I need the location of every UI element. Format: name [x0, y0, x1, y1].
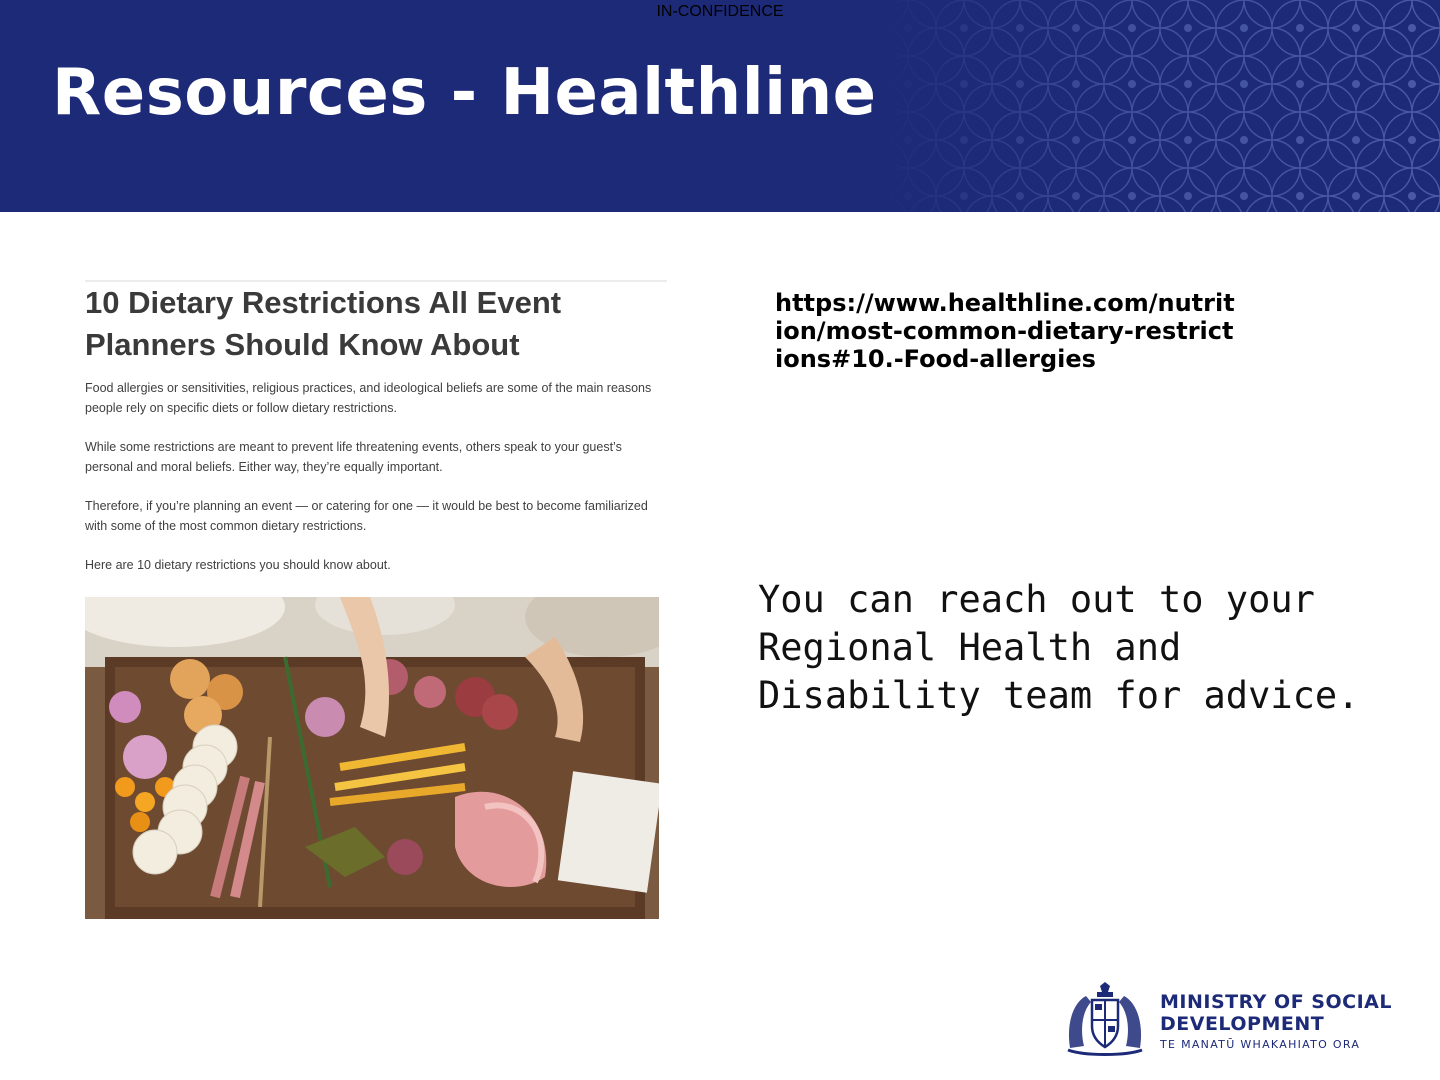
article-paragraph-2: While some restrictions are meant to prevent life threatening events, others speak to your guest’s personal and moral beliefs. Either way, they’re equally important. — [85, 440, 622, 474]
article-paragraph-4: Here are 10 dietary restrictions you should know about. — [85, 558, 391, 572]
slide-title: Resources - Healthline — [52, 56, 877, 130]
article-paragraph-1: Food allergies or sensitivities, religious practices, and ideological beliefs are some of the main reasons people rely on specific diets or follow dietary restrictions. — [85, 381, 652, 415]
header-banner — [0, 0, 1440, 212]
healthline-link[interactable]: https://www.healthline.com/nutrition/most-common-dietary-restrictions#10.-Food-allergies — [775, 289, 1235, 373]
banner-pattern — [880, 0, 1440, 212]
coat-of-arms-icon — [1064, 982, 1146, 1056]
classification-label: IN-CONFIDENCE — [656, 3, 784, 20]
article-paragraph-3: Therefore, if you’re planning an event — or catering for one — it would be best to become familiarized with some of the most common dietary restrictions. — [85, 499, 648, 533]
food-platter-image — [85, 597, 659, 919]
msd-logo — [1064, 982, 1404, 1058]
ministry-name-line-1: MINISTRY OF SOCIAL — [1160, 991, 1392, 1013]
article-title: 10 Dietary Restrictions All Event Planners Should Know About — [85, 285, 562, 362]
advice-text: You can reach out to your Regional Health and Disability team for advice. — [758, 578, 1360, 717]
ministry-name-line-2: DEVELOPMENT — [1160, 1013, 1325, 1035]
ministry-maori-name: TE MANATŪ WHAKAHIATO ORA — [1160, 1038, 1361, 1051]
